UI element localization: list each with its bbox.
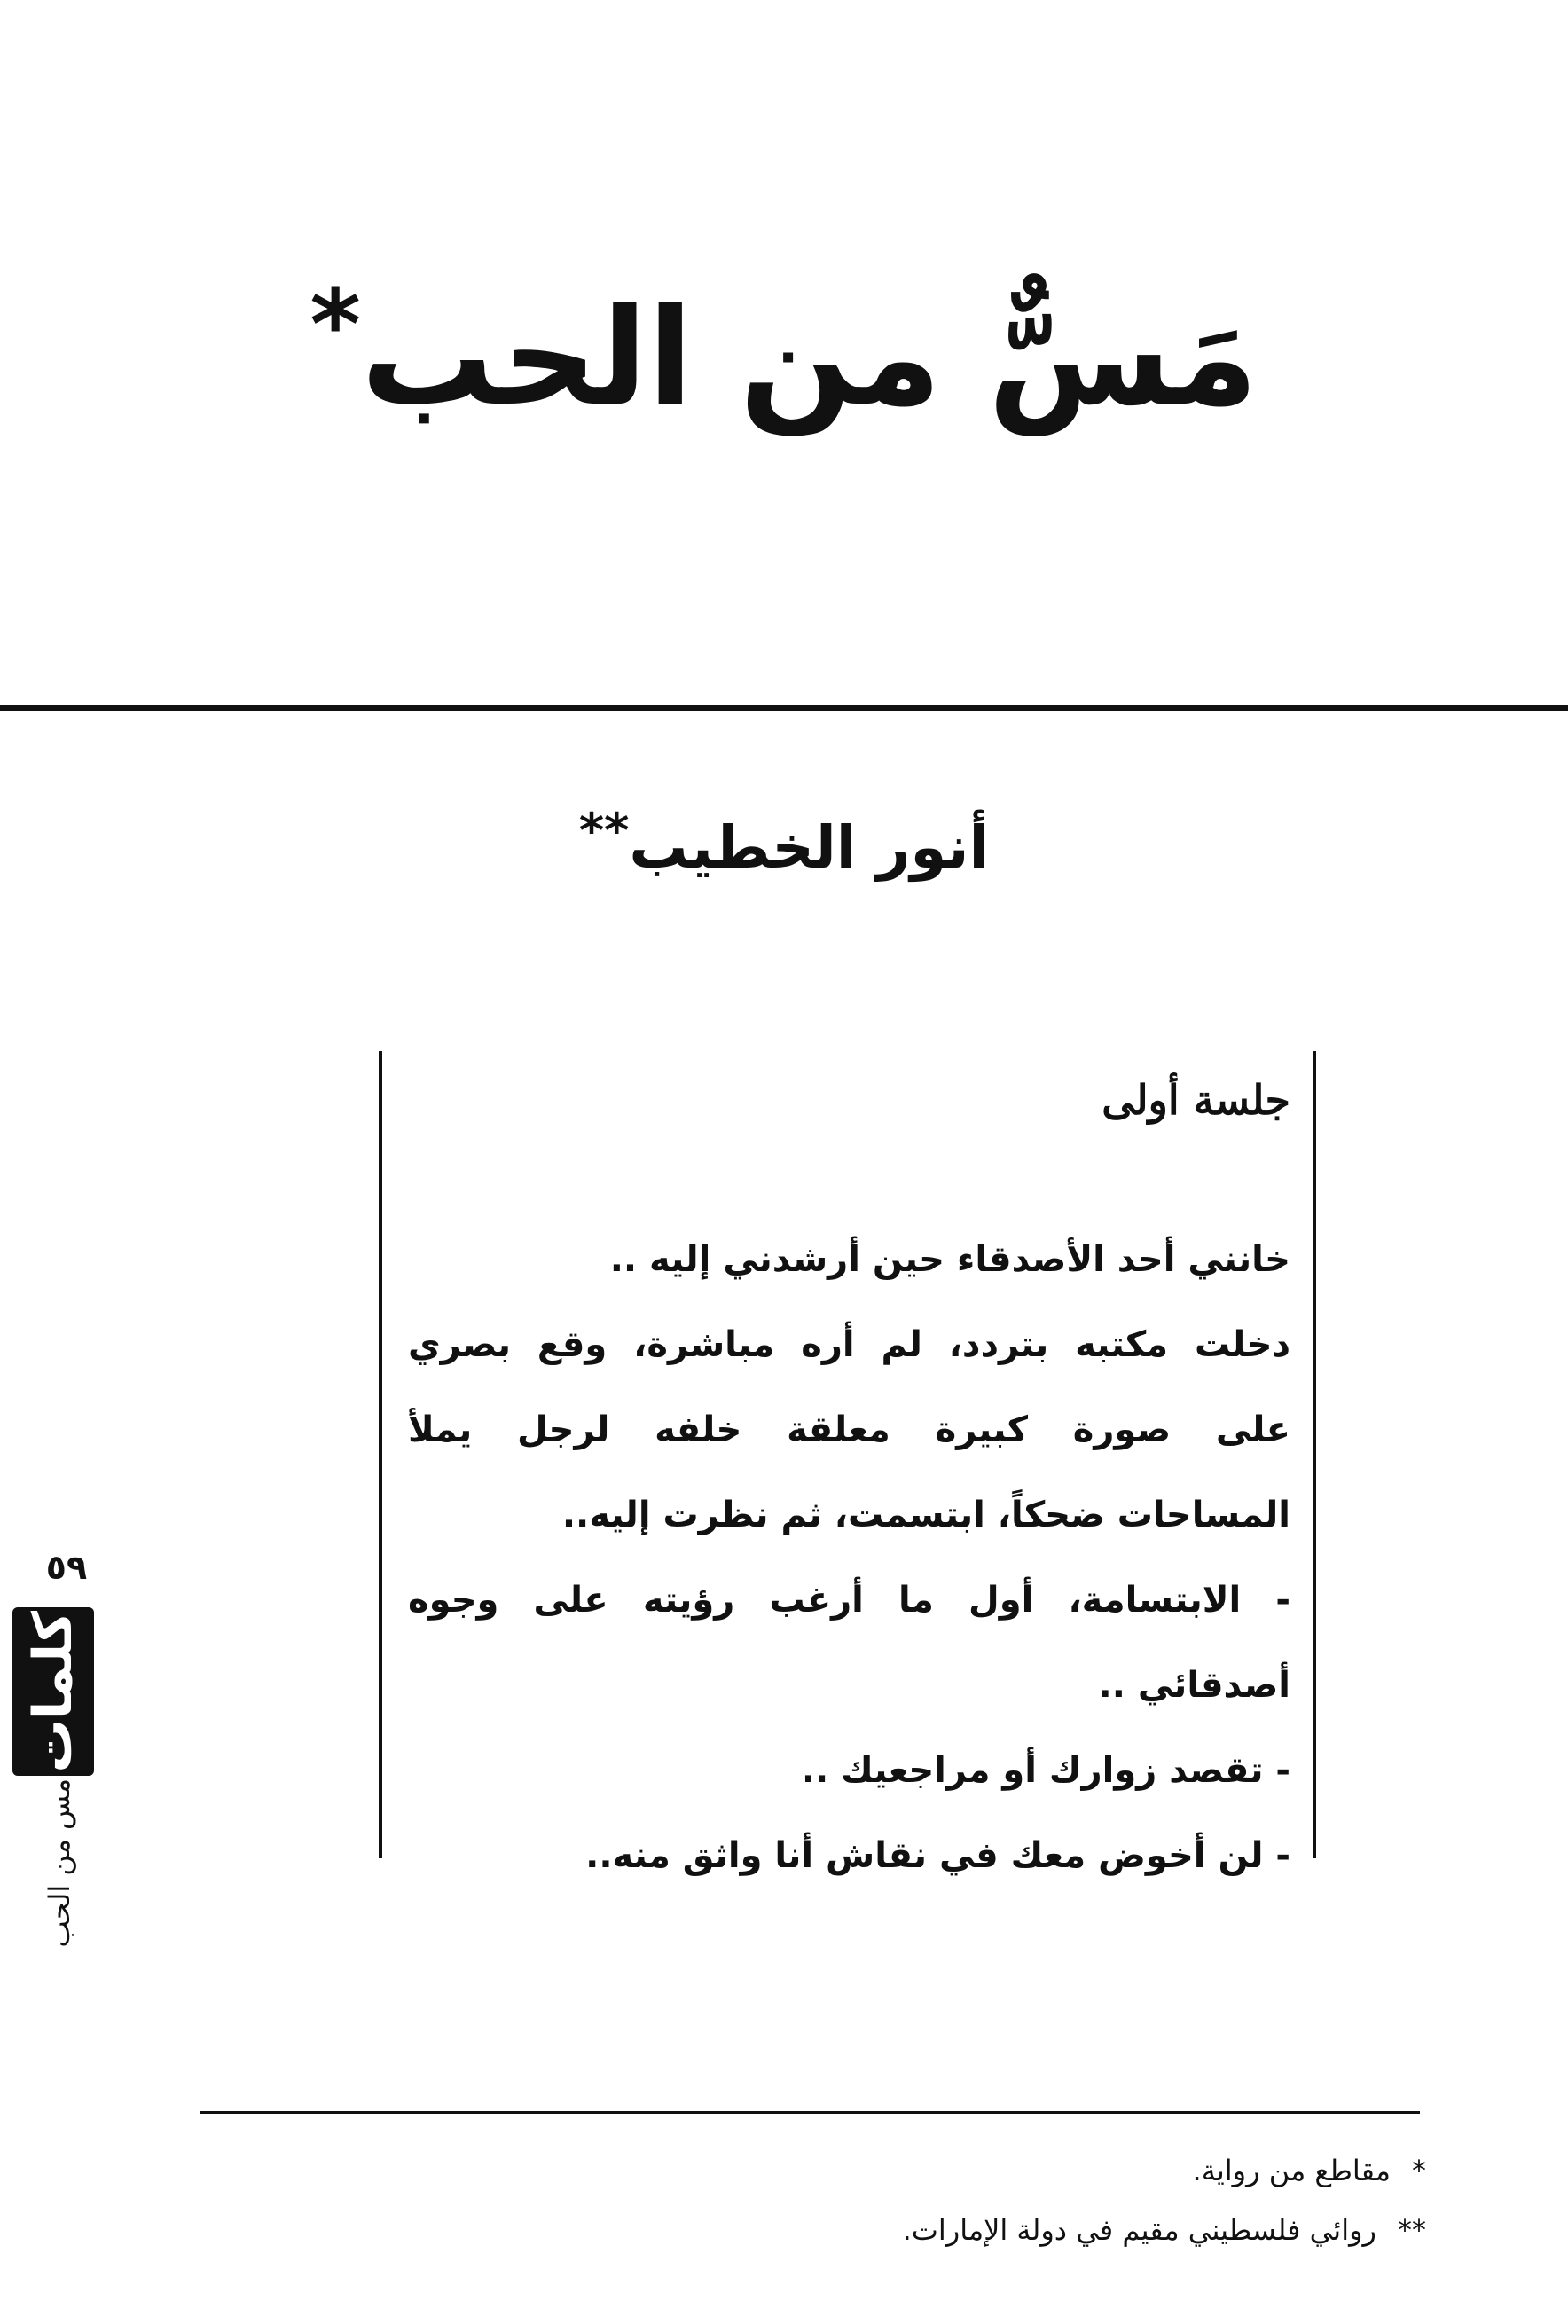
author-footnote-marker: **	[578, 803, 630, 859]
body-line: خانني أحد الأصدقاء حين أرشدني إليه ..	[609, 1239, 1290, 1280]
magazine-name-tab	[12, 1607, 94, 1776]
footnote-marker: **	[1398, 2213, 1426, 2247]
body-line: على صورة كبيرة معلقة خلفه لرجل يملأ	[408, 1409, 1290, 1450]
body-line: دخلت مكتبه بتردد، لم أره مباشرة، وقع بصري	[408, 1324, 1290, 1365]
section-heading: جلسة أولى	[1102, 1076, 1290, 1124]
author-name: أنور الخطيب	[629, 813, 990, 882]
footnote	[273, 2154, 1426, 2187]
article-body	[408, 1060, 1290, 1898]
running-title-text: مس من الحب	[43, 1778, 76, 1948]
author-byline	[0, 803, 1568, 882]
title-footnote-marker: *	[310, 268, 361, 381]
magazine-name: كلمات	[22, 1610, 84, 1773]
footnote	[273, 2213, 1426, 2247]
running-title	[37, 1778, 82, 1948]
page-number: ٥٩	[45, 1548, 88, 1587]
body-line: - تقصد زوارك أو مراجعيك ..	[801, 1750, 1290, 1791]
body-line: أصدقائي ..	[1098, 1665, 1290, 1706]
footnote-text: مقاطع من رواية.	[1192, 2154, 1391, 2187]
article-title	[0, 266, 1568, 438]
body-line: - لن أخوض معك في نقاش أنا واثق منه..	[585, 1835, 1290, 1876]
footnote-marker: *	[1412, 2154, 1426, 2187]
body-line: المساحات ضحكاً، ابتسمت، ثم نظرت إليه..	[561, 1495, 1290, 1535]
footnote-text: روائي فلسطيني مقيم في دولة الإمارات.	[902, 2213, 1376, 2247]
text-frame-left-border	[379, 1051, 382, 1858]
article-title-text: مَسٌّ من الحب	[360, 281, 1258, 436]
footnote-divider	[200, 2111, 1420, 2114]
body-line: - الابتسامة، أول ما أرغب رؤيته على وجوه	[408, 1580, 1290, 1621]
text-frame-right-border	[1313, 1051, 1316, 1858]
title-divider	[0, 705, 1568, 711]
